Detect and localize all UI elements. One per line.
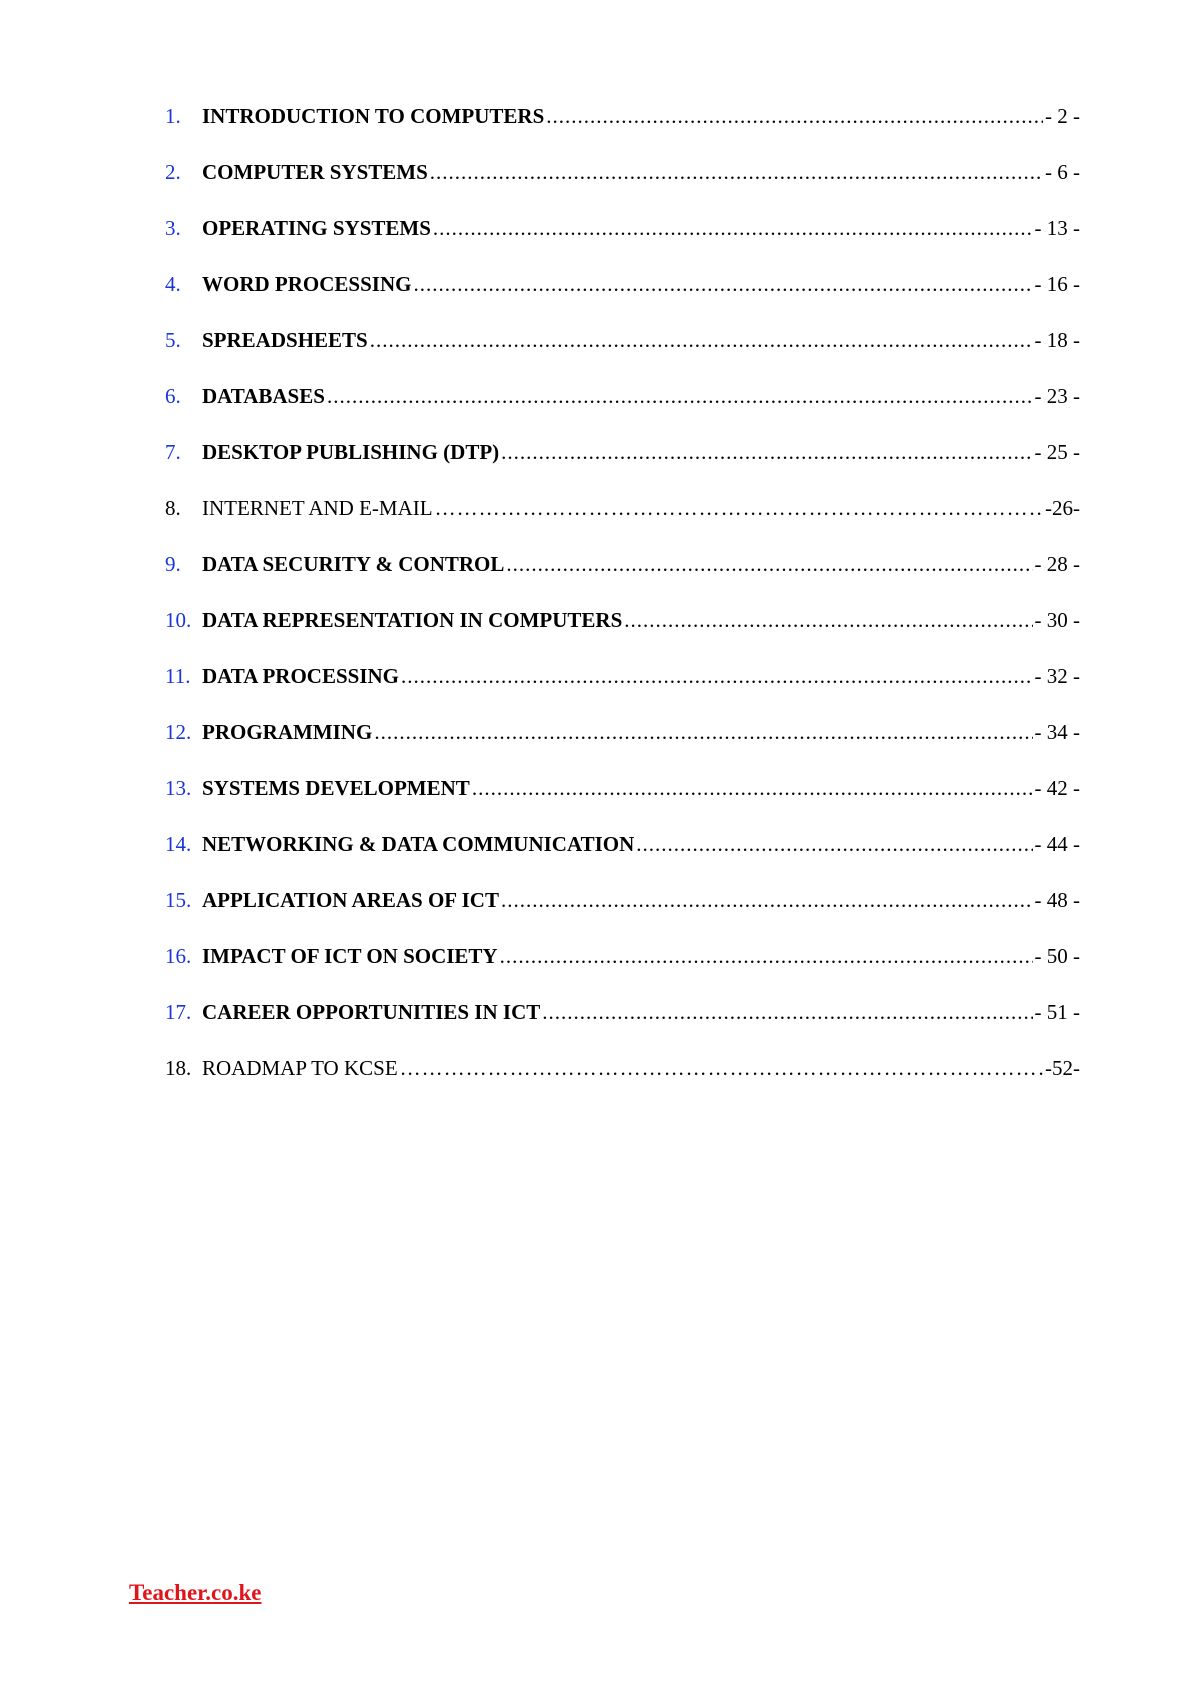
toc-dot-leader [501, 440, 1032, 464]
toc-entry-title[interactable]: APPLICATION AREAS OF ICT [202, 888, 499, 912]
toc-entry-page: - 42 - [1034, 776, 1080, 800]
toc-entry[interactable] [165, 496, 1080, 552]
toc-entry-page: - 23 - [1034, 384, 1080, 408]
toc-entry-number: 4. [165, 272, 181, 296]
toc-entry[interactable] [165, 720, 1080, 776]
toc-entry[interactable] [165, 664, 1080, 720]
toc-entry-number: 16. [165, 944, 192, 968]
toc-entry-number: 14. [165, 832, 192, 856]
toc-dot-leader [433, 216, 1033, 240]
toc-entry[interactable] [165, 104, 1080, 160]
toc-entry-number: 7. [165, 440, 181, 464]
toc-entry[interactable] [165, 216, 1080, 272]
toc-entry[interactable] [165, 440, 1080, 496]
toc-entry-number: 15. [165, 888, 192, 912]
toc-entry-number: 12. [165, 720, 192, 744]
toc-dot-leader [435, 496, 1043, 520]
toc-dot-leader [500, 944, 1033, 968]
toc-entry-number: 5. [165, 328, 181, 352]
toc-entry-page: - 30 - [1034, 608, 1080, 632]
toc-entry-page: - 2 - [1045, 104, 1080, 128]
toc-entry-number: 9. [165, 552, 181, 576]
toc-entry-title[interactable]: DATA SECURITY & CONTROL [202, 552, 505, 576]
toc-entry-title[interactable]: DATA PROCESSING [202, 664, 400, 688]
toc-entry-number: 11. [165, 664, 191, 688]
toc-dot-leader [542, 1000, 1032, 1024]
toc-entry[interactable] [165, 888, 1080, 944]
toc-entry-number: 13. [165, 776, 192, 800]
toc-entry-number: 17. [165, 1000, 192, 1024]
toc-entry-title[interactable]: ROADMAP TO KCSE [202, 1056, 398, 1080]
toc-entry-page: - 6 - [1045, 160, 1080, 184]
toc-entry-title[interactable]: INTRODUCTION TO COMPUTERS [202, 104, 545, 128]
toc-entry-page: - 50 - [1034, 944, 1080, 968]
toc-entry[interactable] [165, 1056, 1080, 1112]
toc-entry[interactable] [165, 776, 1080, 832]
toc-entry-number: 6. [165, 384, 181, 408]
toc-entry-title[interactable]: DATA REPRESENTATION IN COMPUTERS [202, 608, 623, 632]
toc-entry-title[interactable]: PROGRAMMING [202, 720, 373, 744]
toc-dot-leader [413, 272, 1032, 296]
toc-dot-leader [501, 888, 1033, 912]
toc-entry-page: - 44 - [1034, 832, 1080, 856]
toc-dot-leader [472, 776, 1033, 800]
toc-dot-leader [401, 664, 1032, 688]
toc-entry[interactable] [165, 832, 1080, 888]
toc-entry-page: - 18 - [1034, 328, 1080, 352]
toc-entry-page: - 51 - [1034, 1000, 1080, 1024]
toc-entry[interactable] [165, 328, 1080, 384]
table-of-contents [165, 104, 1080, 1112]
toc-dot-leader [624, 608, 1032, 632]
toc-entry-page: - 25 - [1034, 440, 1080, 464]
toc-entry[interactable] [165, 944, 1080, 1000]
toc-entry-page: - 13 - [1034, 216, 1080, 240]
toc-entry-title[interactable]: WORD PROCESSING [202, 272, 412, 296]
toc-entry-number: 8. [165, 496, 181, 520]
toc-entry-page: -26- [1045, 496, 1080, 520]
toc-entry[interactable] [165, 272, 1080, 328]
toc-entry-page: - 48 - [1034, 888, 1080, 912]
toc-dot-leader [374, 720, 1032, 744]
toc-dot-leader [636, 832, 1032, 856]
toc-entry[interactable] [165, 160, 1080, 216]
toc-dot-leader [506, 552, 1032, 576]
toc-entry-title[interactable]: COMPUTER SYSTEMS [202, 160, 428, 184]
toc-dot-leader [400, 1056, 1043, 1080]
toc-entry[interactable] [165, 384, 1080, 440]
toc-entry-title[interactable]: IMPACT OF ICT ON SOCIETY [202, 944, 498, 968]
toc-dot-leader [546, 104, 1043, 128]
toc-entry-number: 1. [165, 104, 181, 128]
footer-brand-link[interactable]: Teacher.co.ke [129, 1580, 262, 1605]
toc-entry-page: - 28 - [1034, 552, 1080, 576]
toc-entry-title[interactable]: DATABASES [202, 384, 325, 408]
toc-entry-title[interactable]: DESKTOP PUBLISHING (DTP) [202, 440, 500, 464]
toc-entry[interactable] [165, 1000, 1080, 1056]
toc-entry[interactable] [165, 552, 1080, 608]
toc-entry-title[interactable]: SPREADSHEETS [202, 328, 368, 352]
toc-entry-page: - 32 - [1034, 664, 1080, 688]
toc-entry-number: 2. [165, 160, 181, 184]
toc-entry-page: -52- [1045, 1056, 1080, 1080]
toc-dot-leader [370, 328, 1033, 352]
toc-dot-leader [430, 160, 1043, 184]
toc-entry-number: 3. [165, 216, 181, 240]
toc-entry-title[interactable]: INTERNET AND E-MAIL [202, 496, 433, 520]
toc-dot-leader [327, 384, 1033, 408]
toc-entry[interactable] [165, 608, 1080, 664]
toc-entry-title[interactable]: NETWORKING & DATA COMMUNICATION [202, 832, 635, 856]
toc-entry-number: 10. [165, 608, 192, 632]
toc-entry-number: 18. [165, 1056, 192, 1080]
toc-entry-page: - 16 - [1034, 272, 1080, 296]
toc-entry-title[interactable]: CAREER OPPORTUNITIES IN ICT [202, 1000, 541, 1024]
toc-entry-title[interactable]: SYSTEMS DEVELOPMENT [202, 776, 470, 800]
toc-entry-title[interactable]: OPERATING SYSTEMS [202, 216, 431, 240]
toc-entry-page: - 34 - [1034, 720, 1080, 744]
